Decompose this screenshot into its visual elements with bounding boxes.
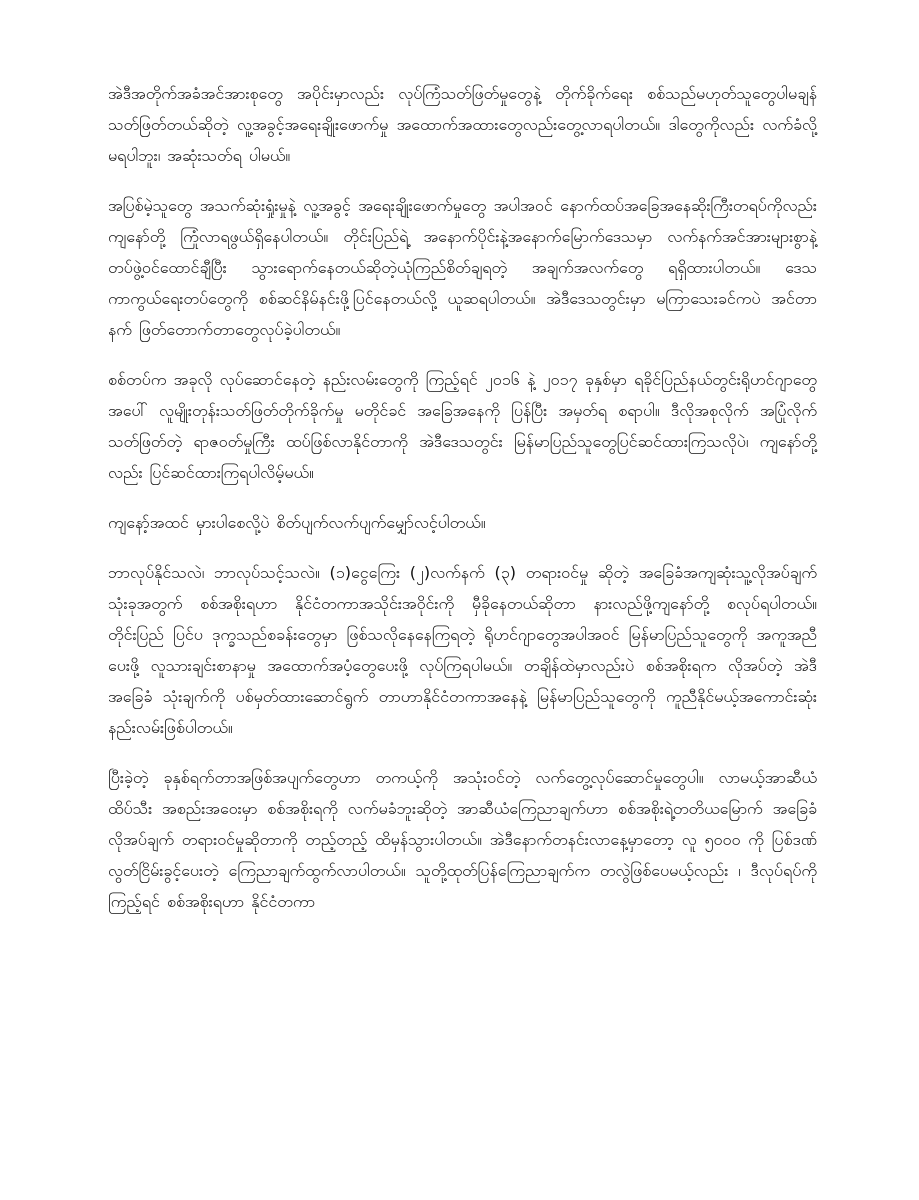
paragraph-5: ဘာလုပ်နိုင်သလဲ၊ ဘာလုပ်သင့်သလဲ။ (၁)ငွေကြေး (၂)လက်နက် (၃) တရားဝင်မှု ဆိုတဲ့ အခြေခံအကျဆုံးသူ့လိုအပ်ချက်သုံးခုအတွက် စစ်အစိုးရဟာ နိုင်ငံတကာအသိုင်းအဝိုင်းကို မှီခိုနေတယ်ဆိုတာ နားလည်ဖို့ကျနော်တို့ စလုပ်ရပါတယ်။ တိုင်းပြည် ပြင်ပ ဒုက္ခသည်စခန်းတွေမှာ ဖြစ်သလိုနေနေကြရတဲ့ ရိုဟင်ဂျာတွေအပါအဝင် မြန်မာပြည်သူတွေကို အကူအညီပေးဖို့ လူသားချင်းစာနာမှု အထောက်အပံ့တွေပေးဖို့ လုပ်ကြရပါမယ်။ တချိန်ထဲမှာလည်းပဲ စစ်အစိုးရက လိုအပ်တဲ့ အဲဒီအခြေခံ သုံးချက်ကို ပစ်မှတ်ထားဆောင်ရွက် တာဟာနိုင်ငံတကာအနေနဲ့ မြန်မာပြည်သူတွေကို ကူညီနိုင်မယ့်အကောင်းဆုံးနည်းလမ်းဖြစ်ပါတယ်။ xyxy=(108,563,817,737)
paragraph-3: စစ်တပ်က အခုလို လုပ်ဆောင်နေတဲ့ နည်းလမ်းတွေကို ကြည့်ရင် ၂၀၁၆ နဲ့ ၂၀၁၇ ခုနှစ်မှာ ရခိုင်ပြည်နယ်တွင်းရိုဟင်ဂျာတွေအပေါ် လူမျိုးတုန်းသတ်ဖြတ်တိုက်ခိုက်မှု မတိုင်ခင် အခြေအနေကို ပြန်ပြီး အမှတ်ရ စရာပါ။ ဒီလိုအစုလိုက် အပြုံလိုက်သတ်ဖြတ်တဲ့ ရာဇဝတ်မှုကြီး ထပ်ဖြစ်လာနိုင်တာကို အဲဒီဒေသတွင်း မြန်မာပြည်သူတွေပြင်ဆင်ထားကြသလိုပဲ၊ ကျနော်တို့လည်း ပြင်ဆင်ထားကြရပါလိမ့်မယ်။ xyxy=(108,370,817,482)
paragraph-6: ပြီးခဲ့တဲ့ ခုနှစ်ရက်တာအဖြစ်အပျက်တွေဟာ တကယ့်ကို အသုံးဝင်တဲ့ လက်တွေ့လုပ်ဆောင်မှုတွေပါ။ လာမယ့်အာဆီယံထိပ်သီး အစည်းအဝေးမှာ စစ်အစိုးရကို လက်မခံဘူးဆိုတဲ့ အာဆီယံကြေညာချက်ဟာ စစ်အစိုးရဲ့တတိယမြောက် အခြေခံလိုအပ်ချက် တရားဝင်မှုဆိုတာကို တည့်တည့် ထိမှန်သွားပါတယ်။ အဲဒီနောက်တနင်းလာနေ့မှာတော့ လူ ၅၀၀၀ ကို ပြစ်ဒဏ် လွတ်ငြိမ်းခွင့်ပေးတဲ့ ကြေညာချက်ထွက်လာပါတယ်။ သူတို့ထုတ်ပြန်ကြေညာချက်က တလွဲဖြစ်ပေမယ့်လည်း ၊ ဒီလုပ်ရပ်ကိုကြည့်ရင် စစ်အစိုးရဟာ နိုင်ငံတကာ xyxy=(108,768,817,911)
paragraph-2: အပြစ်မဲ့သူတွေ အသက်ဆုံးရှုံးမှုနဲ့ လူ့အခွင့် အရေးချိုးဖောက်မှုတွေ အပါအဝင် နောက်ထပ်အခြေအနေဆိုးကြီးတရပ်ကိုလည်း ကျနော်တို့ ကြုံလာရဖွယ်ရှိနေပါတယ်။ တိုင်းပြည်ရဲ့ အနောက်ပိုင်းနဲ့အနောက်မြောက်ဒေသမှာ လက်နက်အင်အားများစွာနဲ့ တပ်ဖွဲ့ဝင်ထောင်ချီပြီး သွားရောက်နေတယ်ဆိုတဲ့ယုံကြည်စိတ်ချရတဲ့ အချက်အလက်တွေ ရရှိထားပါတယ်။ ဒေသကာကွယ်ရေးတပ်တွေကို စစ်ဆင်နိမ်နင်းဖို့ပြင်နေတယ်လို့ ယူဆရပါတယ်။ အဲဒီဒေသတွင်းမှာ မကြာသေးခင်ကပဲ အင်တာနက် ဖြတ်တောက်တာတွေလုပ်ခဲ့ပါတယ်။ xyxy=(108,196,817,339)
paragraph-4: ကျနော့်အထင် မှားပါစေလို့ပဲ စိတ်ပျက်လက်ပျက်မျှော်လင့်ပါတယ်။ xyxy=(108,513,486,532)
paragraph-1: အဲဒီအတိုက်အခံအင်အားစုတွေ အပိုင်းမှာလည်း လုပ်ကြံသတ်ဖြတ်မှုတွေနဲ့ တိုက်ခိုက်ရေး စစ်သည်မဟုတ်သူတွေပါမချန် သတ်ဖြတ်တယ်ဆိုတဲ့ လူ့အခွင့်အရေးချိုးဖောက်မှု အထောက်အထားတွေလည်းတွေ့လာရပါတယ်။ ဒါတွေကိုလည်း လက်ခံလို့မရပါဘူး၊ အဆုံးသတ်ရ ပါမယ်။ xyxy=(108,84,817,165)
